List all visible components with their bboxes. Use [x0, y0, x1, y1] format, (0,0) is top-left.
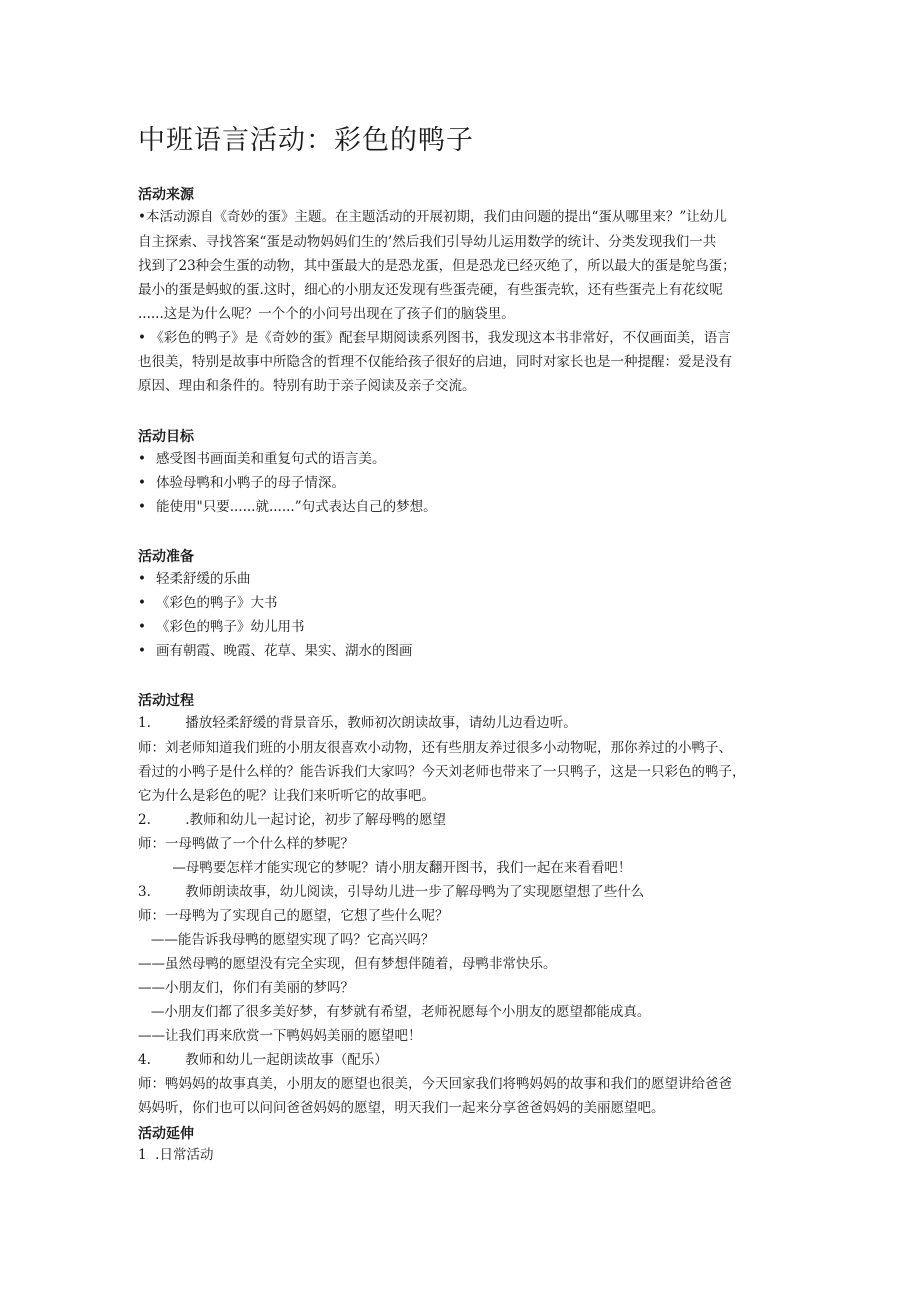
goal-item	[138, 499, 437, 515]
goal-text: 能使用"只要......就......”句式表达自己的梦想。	[156, 499, 437, 515]
process-line: 师：刘老师知道我们班的小朋友很喜欢小动物，还有些朋友养过很多小动物呢，那你养过的小鸭子、	[138, 740, 732, 756]
prep-item	[138, 643, 413, 659]
source-line: 自主探索、寻找答案“蛋是动物妈妈们生的’然后我们引导幼儿运用数学的统计、分类发现我们一共	[138, 234, 717, 250]
process-line: —小朋友们都了很多美好梦，有梦就有希望，老师祝愿每个小朋友的愿望都能成真。	[138, 1004, 651, 1020]
goal-text: 体验母鸭和小鸭子的母子情深。	[156, 475, 345, 491]
extension-line: 1 .日常活动	[138, 1147, 214, 1163]
bullet-icon: •	[138, 475, 146, 491]
goal-item	[138, 451, 386, 467]
prep-text: 画有朝霞、晚霞、花草、果实、湖水的图画	[156, 643, 413, 659]
source-line: ......这是为什么呢？一个个的小问号出现在了孩子们的脑袋里。	[138, 306, 515, 322]
bullet-icon: •	[138, 619, 146, 635]
extension-heading: 活动延伸	[138, 1126, 194, 1142]
bullet-icon: •	[138, 643, 146, 659]
prep-text: 《彩色的鸭子》大书	[156, 595, 278, 611]
process-line: 3. 教师朗读故事，幼儿阅读，引导幼儿进一步了解母鸭为了实现愿望想了些什么	[138, 884, 645, 900]
source-line: • 《彩色的鸭子》是《奇妙的蛋》配套早期阅读系列图书，我发现这本书非常好，不仅画面美，语言	[138, 330, 731, 346]
process-line: ——让我们再来欣赏一下鸭妈妈美丽的愿望吧！	[138, 1028, 422, 1044]
source-line: 也很美，特别是故事中所隐含的哲理不仅能给孩子很好的启迪，同时对家长也是一种提醒：爱是没有	[138, 354, 732, 370]
goals-heading: 活动目标	[138, 429, 194, 445]
process-line: 师：一母鸭为了实现自己的愿望，它想了些什么呢？	[138, 908, 449, 924]
source-line: 最小的蛋是蚂蚁的蛋.这时，细心的小朋友还发现有些蛋壳硬，有些蛋壳软，还有些蛋壳上有花纹呢	[138, 282, 723, 298]
process-line: 看过的小鸭子是什么样的？能告诉我们大家吗？今天刘老师也带来了一只鸭子，这是一只彩色的鸭子，	[138, 764, 746, 780]
bullet-icon: •	[138, 595, 146, 611]
prep-heading: 活动准备	[138, 549, 194, 565]
process-line: 师：鸭妈妈的故事真美，小朋友的愿望也很美，今天回家我们将鸭妈妈的故事和我们的愿望讲给爸爸	[138, 1076, 732, 1092]
process-line: ——虽然母鸭的愿望没有完全实现，但有梦想伴随着，母鸭非常快乐。	[138, 956, 557, 972]
process-line: 妈妈听，你们也可以问问爸爸妈妈的愿望，明天我们一起来分享爸爸妈妈的美丽愿望吧。	[138, 1100, 665, 1116]
process-line: 1. 播放轻柔舒缓的背景音乐，教师初次朗读故事，请幼儿边看边听。	[138, 715, 577, 731]
bullet-icon: •	[138, 499, 146, 515]
process-line: 4. 教师和幼儿一起朗读故事（配乐）	[138, 1052, 388, 1068]
source-line: •本活动源自《奇妙的蛋》主题。在主题活动的开展初期，我们由问题的提出“蛋从哪里来？”让幼儿	[138, 209, 727, 225]
goal-text: 感受图书画面美和重复句式的语言美。	[156, 451, 386, 467]
prep-text: 轻柔舒缓的乐曲	[156, 571, 251, 587]
process-line: 它为什么是彩色的呢？让我们来听听它的故事吧。	[138, 788, 435, 804]
page-title: 中班语言活动：彩色的鸭子	[138, 125, 474, 156]
process-line: —母鸭要怎样才能实现它的梦呢？请小朋友翻开图书，我们一起在来看看吧！	[138, 860, 632, 876]
bullet-icon: •	[138, 451, 146, 467]
prep-text: 《彩色的鸭子》幼儿用书	[156, 619, 305, 635]
source-heading: 活动来源	[138, 187, 194, 203]
source-line: 找到了23种会生蛋的动物，其中蛋最大的是恐龙蛋，但是恐龙已经灭绝了，所以最大的蛋是鸵鸟蛋；	[138, 258, 736, 274]
prep-item	[138, 571, 251, 587]
bullet-icon: •	[138, 571, 146, 587]
process-heading: 活动过程	[138, 693, 194, 709]
process-line: ——能告诉我母鸭的愿望实现了吗？它高兴吗？	[138, 932, 435, 948]
process-line: 2. .教师和幼儿一起讨论，初步了解母鸭的愿望	[138, 812, 447, 828]
source-line: 原因、理由和条件的。特别有助于亲子阅读及亲子交流。	[138, 378, 476, 394]
goal-item	[138, 475, 345, 491]
process-line: 师：一母鸭做了一个什么样的梦呢？	[138, 836, 354, 852]
prep-item	[138, 595, 278, 611]
prep-item	[138, 619, 305, 635]
process-line: ——小朋友们，你们有美丽的梦吗？	[138, 980, 354, 996]
